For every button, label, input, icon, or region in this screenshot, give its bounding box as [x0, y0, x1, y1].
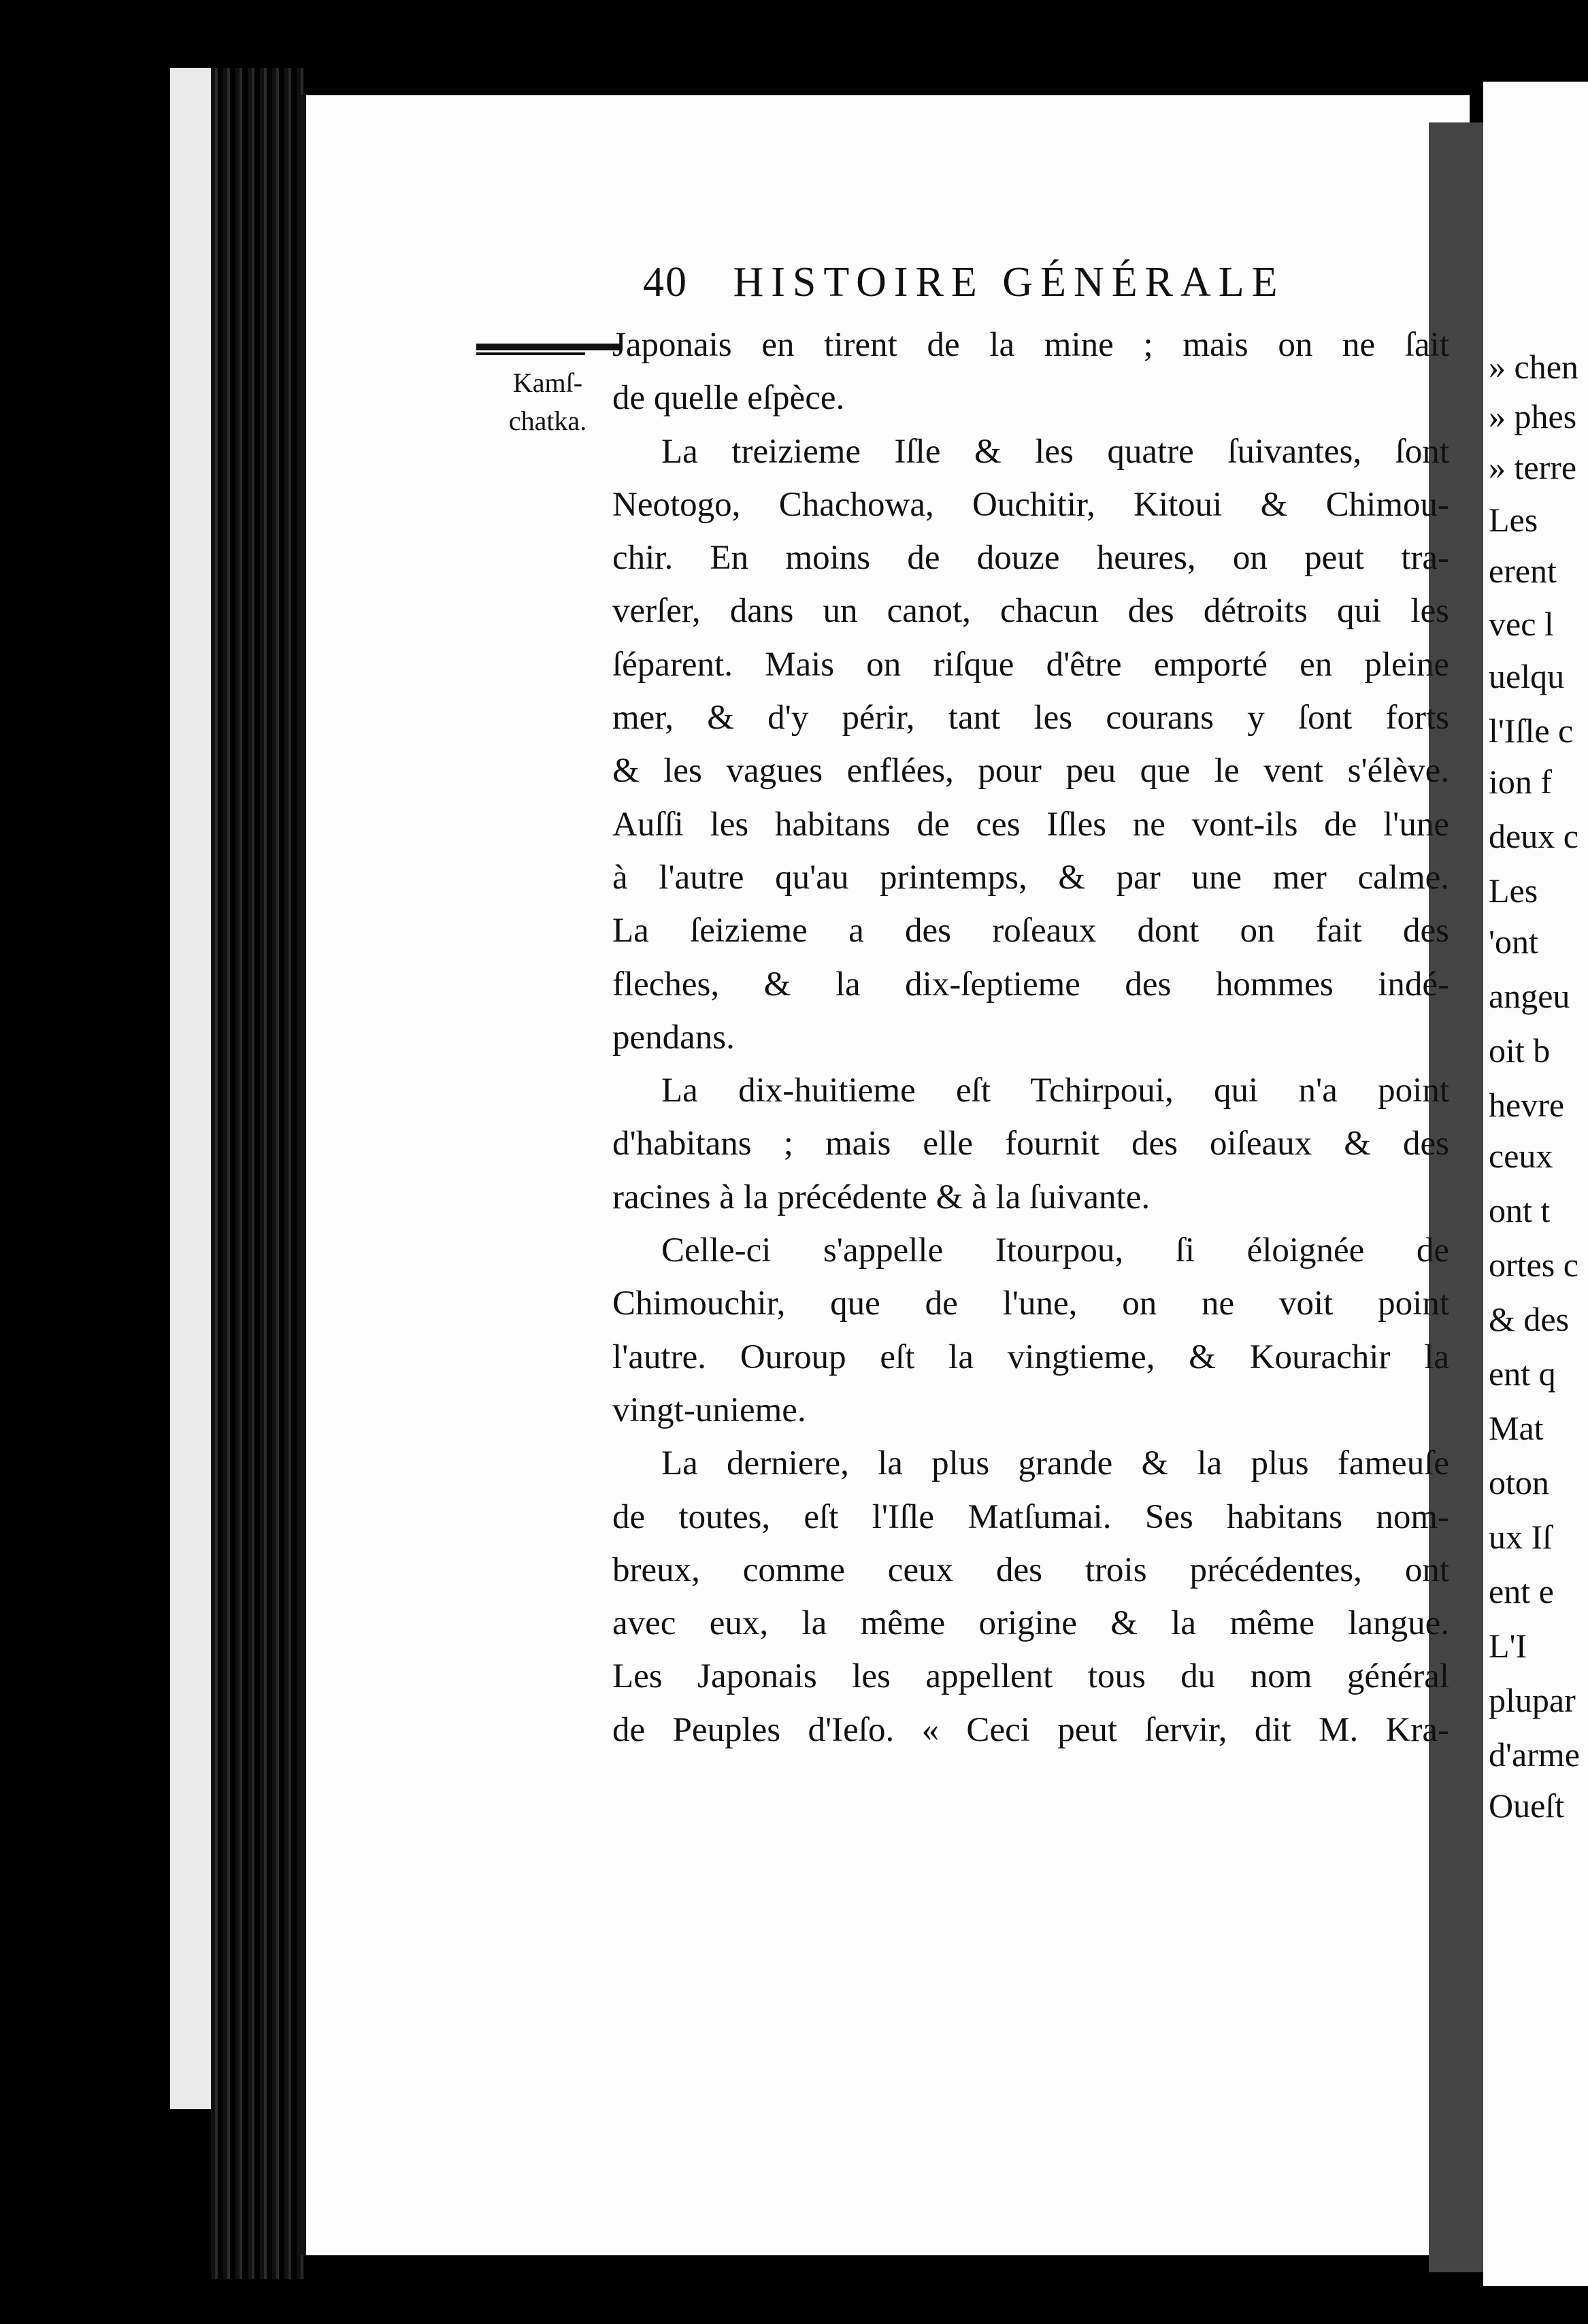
page-number: 40 [643, 259, 688, 305]
margin-rule-thin [476, 352, 585, 355]
facing-text-fragment: angeu [1489, 977, 1570, 1015]
text-line: La ſeizieme a des roſeaux dont on fait des [612, 912, 1449, 950]
text-line: pendans. [612, 1018, 735, 1057]
text-line: racines à la précédente & à la ſuivante. [612, 1178, 1151, 1216]
facing-text-fragment: oton [1489, 1463, 1549, 1501]
text-line: de quelle eſpèce. [612, 379, 845, 418]
text-line: à l'autre qu'au printemps, & par une mer calme. [612, 858, 1449, 897]
text-line: de toutes, eſt l'Iſle Matſumai. Ses habitans nom- [612, 1497, 1449, 1536]
text-line: & les vagues enflées, pour peu que le vent s'élève. [612, 752, 1449, 791]
text-line: fleches, & la dix-ſeptieme des hommes indé- [612, 965, 1449, 1003]
text-line: breux, comme ceux des trois précédentes, ont [612, 1550, 1449, 1589]
text-line: Auſſi les habitans de ces Iſles ne vont-ils de l'une [612, 805, 1449, 844]
facing-text-fragment: vec l [1489, 605, 1554, 643]
text-line: avec eux, la même origine & la même langue. [612, 1604, 1449, 1643]
text-line: chir. En moins de douze heures, on peut tra- [612, 539, 1449, 578]
running-head [643, 259, 1459, 313]
text-line: ſéparent. Mais on riſque d'être emporté en pleine [612, 645, 1449, 684]
text-line: La derniere, la plus grande & la plus fameuſe [661, 1444, 1449, 1483]
margin-note [476, 364, 619, 440]
facing-text-fragment: oit b [1489, 1031, 1551, 1069]
facing-text-fragment: ceux [1489, 1137, 1553, 1175]
margin-note-line: Kamſ- [512, 367, 583, 398]
text-line: La dix-huitieme eſt Tchirpoui, qui n'a point [661, 1072, 1449, 1110]
text-line: Les Japonais les appellent tous du nom général [612, 1657, 1449, 1696]
margin-note-line: chatka. [508, 405, 587, 436]
facing-text-fragment: & des [1489, 1300, 1570, 1338]
text-line: l'autre. Ouroup eſt la vingtieme, & Kourachir la [612, 1338, 1449, 1376]
body-text [612, 318, 1449, 1757]
facing-text-fragment: deux c [1489, 817, 1578, 855]
facing-text-fragment: uelqu [1489, 657, 1565, 695]
facing-text-fragment: ux Iſ [1489, 1518, 1553, 1556]
text-line: mer, & d'y périr, tant les courans y ſont forts [612, 699, 1449, 737]
text-line: Chimouchir, que de l'une, on ne voit point [612, 1284, 1449, 1323]
text-line: Neotogo, Chachowa, Ouchitir, Kitoui & Chimou- [612, 485, 1449, 524]
facing-text-fragment: Les [1489, 872, 1538, 910]
book-cover-edge [170, 68, 211, 2109]
facing-text-fragment: ortes c [1489, 1246, 1578, 1284]
text-line: La treizieme Iſle & les quatre ſuivantes, ſont [661, 432, 1449, 471]
facing-text-fragment: ent q [1489, 1355, 1556, 1393]
margin-rule [476, 344, 623, 350]
facing-text-fragment: l'Iſle c [1489, 712, 1574, 750]
book-spine [211, 68, 306, 2279]
facing-text-fragment: d'arme [1489, 1736, 1580, 1774]
text-line: vingt-unieme. [612, 1391, 806, 1429]
text-line: verſer, dans un canot, chacun des détroits qui les [612, 592, 1449, 631]
facing-text-fragment: » terre [1489, 448, 1577, 486]
text-line: d'habitans ; mais elle fournit des oiſeaux & des [612, 1125, 1449, 1163]
facing-text-fragment: 'ont [1489, 923, 1538, 961]
facing-text-fragment: erent [1489, 552, 1557, 590]
facing-text-fragment: plupar [1489, 1681, 1576, 1719]
facing-text-fragment: ont t [1489, 1191, 1551, 1229]
facing-text-fragment: » chen [1489, 348, 1578, 386]
facing-text-fragment: ent e [1489, 1572, 1554, 1610]
facing-text-fragment: hevre [1489, 1086, 1565, 1124]
facing-text-fragment: Les [1489, 501, 1538, 539]
text-line: Celle-ci s'appelle Itourpou, ſi éloignée de [661, 1231, 1449, 1270]
facing-text-fragment: Oueſt [1489, 1787, 1565, 1825]
text-line: de Peuples d'Ieſo. « Ceci peut ſervir, dit M. Kra- [612, 1710, 1449, 1749]
text-line: Japonais en tirent de la mine ; mais on ne ſait [612, 326, 1449, 364]
facing-text-fragment: ion f [1489, 763, 1553, 801]
facing-text-fragment: Mat [1489, 1409, 1544, 1447]
facing-text-fragment: L'I [1489, 1627, 1527, 1665]
facing-page [1483, 82, 1588, 2286]
facing-text-fragment: » phes [1489, 397, 1577, 435]
running-title: HISTOIRE GÉNÉRALE [733, 259, 1285, 305]
